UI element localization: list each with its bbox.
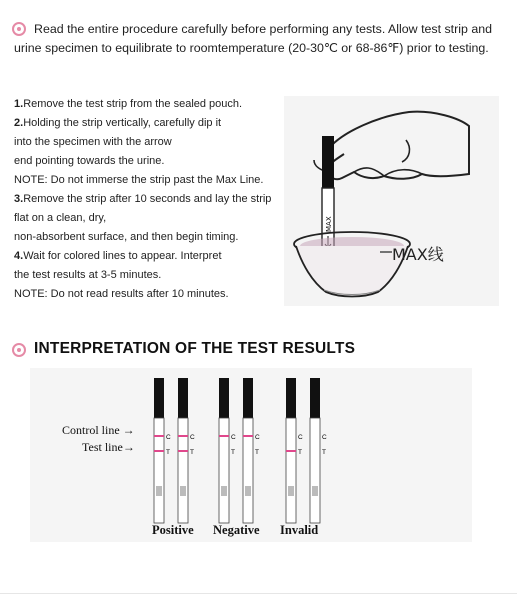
step-line bbox=[14, 209, 282, 228]
dip-illustration bbox=[284, 96, 499, 306]
step-line bbox=[14, 190, 282, 209]
strip-c-mark: C bbox=[231, 434, 236, 441]
strip-c-mark: C bbox=[298, 434, 303, 441]
step-line bbox=[14, 285, 282, 304]
step-line bbox=[14, 228, 282, 247]
step-text: Holding the strip vertically, carefully dip it bbox=[23, 117, 222, 129]
strip-t-mark: T bbox=[190, 449, 194, 456]
strip-positive-2 bbox=[178, 378, 195, 523]
step-text: Remove the strip after 10 seconds and lay the strip bbox=[23, 193, 272, 205]
step-line bbox=[14, 266, 282, 285]
strip-t-mark: T bbox=[298, 449, 302, 456]
strip-c-mark: C bbox=[322, 434, 327, 441]
step-text: flat on a clean, dry, bbox=[14, 212, 107, 224]
test-line-label: Test line→ bbox=[82, 440, 135, 454]
results-diagram bbox=[30, 368, 472, 542]
strip-invalid-1 bbox=[286, 378, 303, 523]
caption-positive: Positive bbox=[152, 523, 194, 537]
step-text: end pointing towards the urine. bbox=[14, 155, 165, 167]
step-line bbox=[14, 152, 282, 171]
caption-invalid: Invalid bbox=[280, 523, 319, 537]
step-note: NOTE: Do not read results after 10 minutes. bbox=[14, 288, 229, 300]
step-text: Wait for colored lines to appear. Interpret bbox=[23, 250, 222, 262]
strip-t-mark: T bbox=[231, 449, 235, 456]
step-number: 2. bbox=[14, 117, 24, 129]
strip-handle bbox=[322, 136, 334, 188]
strip-negative-1 bbox=[219, 378, 236, 523]
strip-c-mark: C bbox=[190, 434, 195, 441]
caption-negative: Negative bbox=[213, 523, 260, 537]
strip-results-drawing bbox=[30, 368, 472, 542]
intro-text bbox=[14, 20, 509, 58]
strip-max-label: MAX bbox=[325, 216, 333, 232]
strip-t-mark: T bbox=[166, 449, 170, 456]
step-line bbox=[14, 95, 282, 114]
control-line-label: Control line → bbox=[62, 423, 135, 437]
intro-line-2: urine specimen to equilibrate to roomtemperature (20-30℃ or 68-86℉) prior to testing. bbox=[14, 41, 489, 55]
strip-negative-2 bbox=[243, 378, 260, 523]
step-text: into the specimen with the arrow bbox=[14, 136, 172, 148]
step-number: 3. bbox=[14, 193, 24, 205]
strip-positive-1 bbox=[154, 378, 171, 523]
step-number: 4. bbox=[14, 250, 24, 262]
section-bullet-icon bbox=[12, 343, 26, 357]
max-line-label: MAX线 bbox=[392, 245, 444, 264]
intro-line-1: Read the entire procedure carefully before performing any tests. Allow test strip and bbox=[34, 22, 493, 36]
hand-outline bbox=[328, 112, 469, 179]
strip-c-mark: C bbox=[166, 434, 171, 441]
procedure-steps bbox=[14, 95, 282, 304]
step-line bbox=[14, 247, 282, 266]
strip-invalid-2 bbox=[310, 378, 327, 523]
step-text: non-absorbent surface, and then begin timing. bbox=[14, 231, 239, 243]
step-text: the test results at 3-5 minutes. bbox=[14, 269, 162, 281]
step-line bbox=[14, 133, 282, 152]
strip-t-mark: T bbox=[322, 449, 326, 456]
step-number: 1. bbox=[14, 98, 24, 110]
step-line bbox=[14, 114, 282, 133]
hand-strip-cup-drawing bbox=[284, 96, 499, 306]
strip-t-mark: T bbox=[255, 449, 259, 456]
strip-c-mark: C bbox=[255, 434, 260, 441]
step-text: Remove the test strip from the sealed pouch. bbox=[23, 98, 243, 110]
step-note: NOTE: Do not immerse the strip past the Max Line. bbox=[14, 174, 264, 186]
interpretation-title: INTERPRETATION OF THE TEST RESULTS bbox=[34, 340, 356, 357]
step-line bbox=[14, 171, 282, 190]
